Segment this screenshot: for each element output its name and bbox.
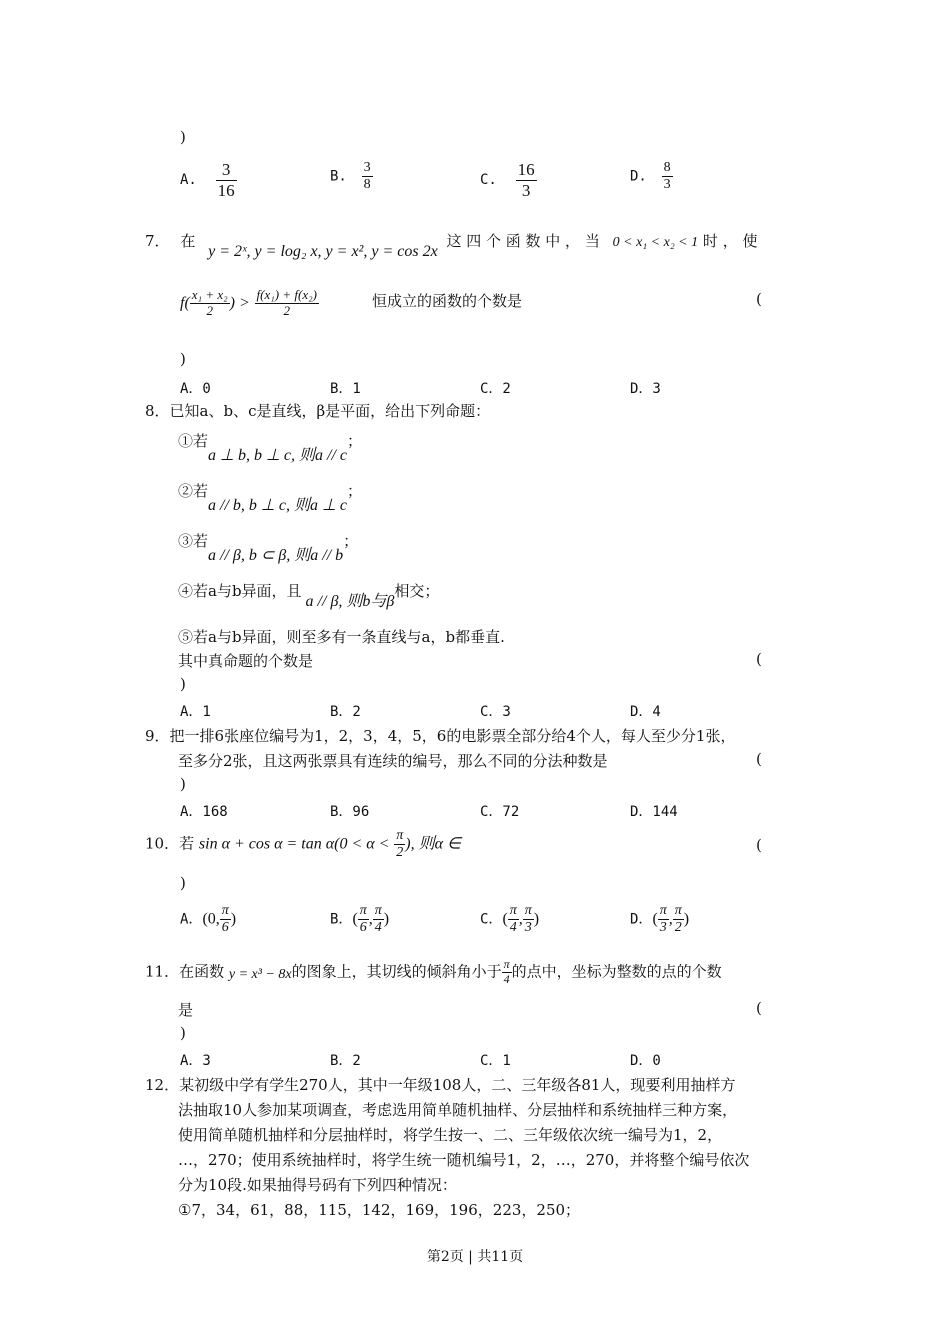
q6-option-d[interactable]	[630, 160, 673, 193]
q10-close-paren: )	[180, 874, 186, 892]
item-math: a // β, 则b与β	[305, 593, 395, 610]
item-math: a // β, b ⊂ β, 则a // b	[208, 547, 344, 564]
q7-pre-text: 在	[180, 232, 196, 250]
q7-inequality-line	[180, 288, 319, 319]
interval-right: )	[383, 910, 390, 928]
fraction-denominator: 6	[359, 920, 367, 936]
fraction-numerator: 16	[517, 160, 535, 179]
q11-option-b[interactable]: B．2	[330, 1053, 361, 1069]
item-suffix: ；	[343, 532, 359, 550]
fraction-numerator: π	[523, 903, 534, 920]
interval-left: (0,	[202, 910, 220, 928]
fraction-denominator: 2	[206, 302, 213, 318]
q7-tail-text: 恒成立的函数的个数是	[372, 292, 523, 310]
q10-pre-text: 若	[179, 834, 195, 853]
q9-option-b[interactable]: B．96	[330, 804, 370, 820]
q11-option-d[interactable]: D．0	[630, 1053, 661, 1069]
q6-option-c[interactable]	[480, 160, 537, 200]
q12-line-4: …，270；使用系统抽样时，将学生统一随机编号1，2，…，270，并将整个编号依次	[178, 1151, 750, 1169]
fraction-numerator: π	[394, 828, 405, 845]
fraction-denominator: 8	[363, 177, 371, 193]
question-number: 10．	[145, 834, 180, 853]
question-number: 7．	[145, 232, 170, 250]
q7-close-paren: )	[180, 350, 186, 368]
q10-option-b[interactable]	[330, 903, 389, 936]
q11-function: y = x³ − 8x	[228, 967, 292, 983]
q10-option-d[interactable]	[630, 903, 689, 936]
q8-option-b[interactable]: B．2	[330, 704, 361, 720]
q11-pre-text: 在函数	[179, 962, 225, 981]
q7-ineq-gt: ) >	[229, 294, 250, 312]
item-math: a // b, b ⊥ c, 则a ⊥ c	[208, 497, 347, 514]
item-suffix: ；	[347, 482, 363, 500]
q8-item-5: ⑤若a与b异面，则至多有一条直线与a，b都垂直.	[178, 628, 505, 646]
item-prefix: ④若a与b异面，且	[178, 582, 302, 600]
q10-stem	[145, 828, 461, 861]
q8-item-1	[178, 428, 363, 464]
interval-left: (	[502, 910, 508, 928]
item-math: a ⊥ b, b ⊥ c, 则a // c	[208, 447, 347, 464]
question-number: 11．	[145, 962, 180, 981]
item-suffix: 相交；	[394, 582, 440, 600]
q12-line-1: 12．某初级中学有学生270人，其中一年级108人，二、三年级各81人，现要利用抽样方	[145, 1076, 736, 1094]
q7-option-d[interactable]: D．3	[630, 381, 661, 397]
interval-right: )	[683, 910, 690, 928]
q10-math-right: ), 则α ∈	[405, 835, 461, 853]
q7-condition: 0 < x₁ < x₂ < 1	[612, 235, 699, 250]
q12-line-3: 使用简单随机抽样和分层抽样时，将学生按一、二、三年级依次统一编号为1，2，	[178, 1126, 723, 1144]
option-label: A．	[180, 911, 203, 928]
q7-stem-line1	[145, 230, 758, 260]
item-suffix: ；	[347, 432, 363, 450]
q8-option-c[interactable]: C．3	[480, 704, 511, 720]
q6-option-b[interactable]	[330, 160, 373, 193]
q8-open-paren: (	[756, 650, 762, 668]
fraction-numerator: π	[358, 903, 369, 920]
fraction-numerator: π	[658, 903, 669, 920]
interval-right: )	[230, 910, 237, 928]
fraction-denominator: 3	[663, 177, 671, 193]
q10-option-a[interactable]	[180, 903, 236, 936]
q12-line-5: 分为10段.如果抽得号码有下列四种情况：	[178, 1176, 457, 1194]
interval-sep: ,	[518, 910, 523, 928]
option-label: B．	[330, 911, 353, 928]
q7-open-paren: (	[756, 290, 762, 308]
fraction-denominator: 4	[509, 920, 517, 936]
q8-question: 其中真命题的个数是	[178, 652, 314, 670]
option-label: C.	[480, 172, 497, 189]
fraction-numerator: 3	[216, 160, 237, 181]
item-prefix: ②若	[178, 482, 209, 500]
q7-mid-text: 这 四 个 函 数 中 ， 当	[446, 232, 600, 250]
fraction-numerator: 8	[662, 160, 673, 177]
q9-open-paren: (	[756, 750, 762, 768]
q9-stem-line1: 9．把一排6张座位编号为1，2，3，4，5，6的电影票全部分给4个人，每人至少分1张，	[145, 727, 736, 745]
option-label: B.	[330, 168, 347, 185]
q9-option-a[interactable]: A．168	[180, 804, 228, 820]
fraction-denominator: 16	[217, 180, 235, 200]
q10-math-left: sin α + cos α = tan α(0 < α <	[198, 835, 390, 853]
fraction-numerator: 3	[362, 160, 373, 177]
fraction-denominator: 4	[374, 920, 382, 936]
q11-option-c[interactable]: C．1	[480, 1053, 511, 1069]
page-footer: 第2页 | 共11页	[426, 1249, 524, 1265]
q6-close-paren: )	[180, 128, 186, 146]
q7-option-c[interactable]: C．2	[480, 381, 511, 397]
q8-item-2	[178, 478, 363, 514]
q12-line-6: ①7，34，61，88，115，142，169，196，223，250；	[178, 1201, 581, 1219]
interval-sep: ,	[668, 910, 673, 928]
q8-option-a[interactable]: A．1	[180, 704, 211, 720]
fraction-denominator: 3	[659, 920, 667, 936]
q10-open-paren: (	[756, 836, 762, 854]
fraction-numerator: π	[508, 903, 519, 920]
option-label: D.	[630, 168, 647, 185]
fraction-denominator: 2	[674, 920, 682, 936]
q6-option-a[interactable]	[180, 160, 237, 200]
fraction-numerator: x₁ + x₂	[191, 287, 228, 302]
q8-close-paren: )	[180, 675, 186, 693]
fraction-numerator: π	[373, 903, 384, 920]
q12-line-2: 法抽取10人参加某项调查，考虑选用简单随机抽样、分层抽样和系统抽样三种方案，	[178, 1101, 738, 1119]
q9-option-c[interactable]: C．72	[480, 804, 520, 820]
q7-option-a[interactable]: A．0	[180, 381, 211, 397]
fraction-denominator: 3	[524, 920, 532, 936]
fraction-denominator: 3	[521, 180, 531, 200]
interval-right: )	[533, 910, 540, 928]
fraction-numerator: f(x₁) + f(x₂)	[256, 287, 317, 302]
q7-post-text: 时 ， 使	[702, 232, 758, 250]
fraction-denominator: 2	[283, 302, 290, 318]
fraction-denominator: 6	[221, 920, 229, 936]
q9-close-paren: )	[180, 775, 186, 793]
q7-option-b[interactable]: B．1	[330, 381, 361, 397]
q10-option-c[interactable]	[480, 903, 539, 936]
fraction-numerator: π	[673, 903, 684, 920]
interval-left: (	[352, 910, 358, 928]
q7-functions: y = 2ˣ, y = log₂ x, y = x², y = cos 2x	[208, 243, 438, 260]
fraction-denominator: 2	[396, 845, 404, 861]
fraction-numerator: π	[503, 957, 510, 971]
q11-open-paren: (	[756, 999, 762, 1017]
q8-item-4	[178, 578, 440, 610]
item-prefix: ③若	[178, 532, 209, 550]
option-label: D．	[630, 911, 653, 928]
item-prefix: ①若	[178, 432, 209, 450]
fraction-denominator: 4	[503, 971, 510, 986]
q11-close-paren: )	[180, 1024, 186, 1042]
q8-stem: 8．已知a、b、c是直线，β是平面，给出下列命题：	[145, 402, 491, 420]
q11-mid-text: 的图象上，其切线的倾斜角小于	[291, 962, 502, 981]
q11-stem-line1	[145, 958, 722, 987]
q11-option-a[interactable]: A．3	[180, 1053, 211, 1069]
q11-post-text: 的点中，坐标为整数的点的个数	[511, 962, 722, 981]
q8-item-3	[178, 528, 359, 564]
option-label: A.	[180, 172, 197, 189]
interval-sep: ,	[368, 910, 373, 928]
option-label: C．	[480, 911, 503, 928]
q7-ineq-f: f(	[180, 294, 190, 312]
q8-option-d[interactable]: D．4	[630, 704, 661, 720]
q9-option-d[interactable]: D．144	[630, 804, 678, 820]
interval-left: (	[652, 910, 658, 928]
fraction-numerator: π	[220, 903, 231, 920]
q9-stem-line2: 至多分2张，且这两张票具有连续的编号，那么不同的分法种数是	[178, 752, 608, 770]
q11-stem-line2: 是	[178, 1001, 194, 1019]
